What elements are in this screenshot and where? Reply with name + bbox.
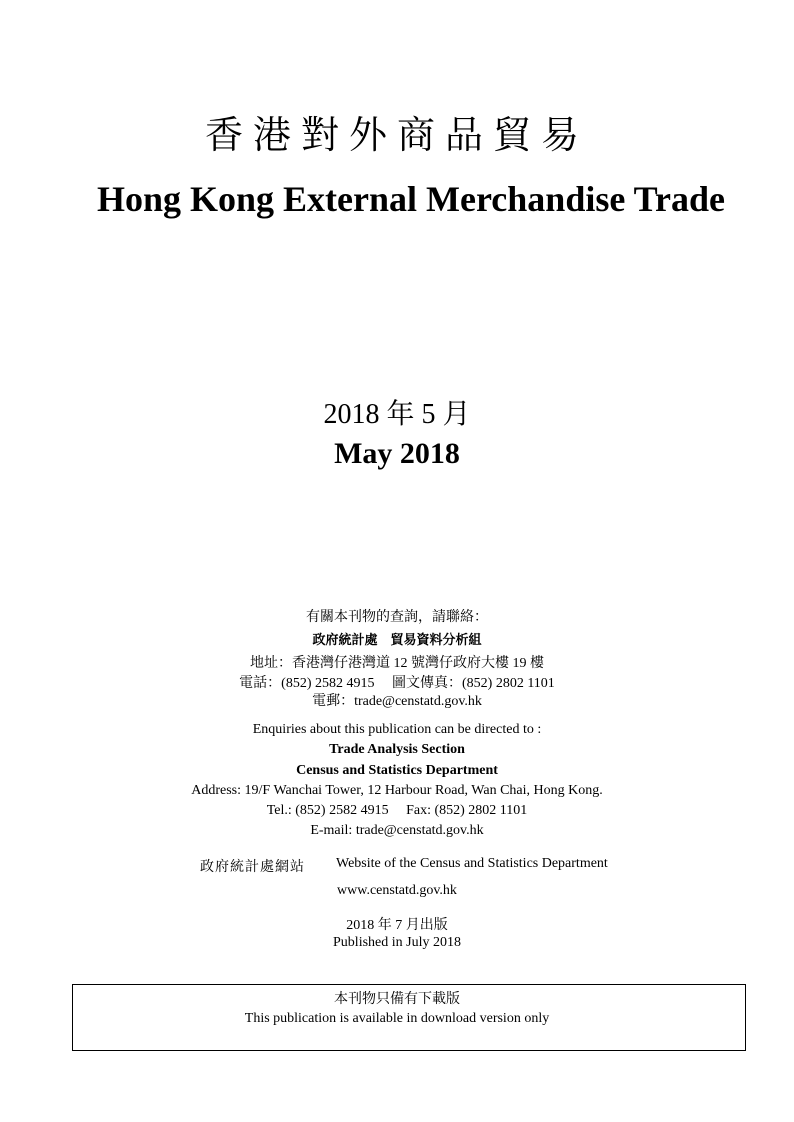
section-name-english: Trade Analysis Section [329,742,465,757]
phone-fax-chinese: 電話：(852) 2582 4915 圖文傳真：(852) 2802 1101 [239,676,555,691]
enquiry-intro-english: Enquiries about this publication can be directed to : [252,722,542,737]
address-chinese: 地址：香港灣仔港灣道 12 號灣仔政府大樓 19 樓 [250,656,544,671]
email-english: E-mail: trade@censtatd.gov.hk [310,823,484,838]
title-chinese: 香港對外商品貿易 [204,113,589,157]
published-date-chinese: 2018 年 7 月出版 [346,918,448,933]
download-notice-english: This publication is available in download version only [244,1011,550,1026]
phone-fax-english: Tel.: (852) 2582 4915 Fax: (852) 2802 1101 [266,803,528,818]
download-notice-chinese: 本刊物只備有下載版 [334,992,460,1007]
date-chinese: 2018 年 5 月 [323,399,471,430]
department-name-english: Census and Statistics Department [296,763,498,778]
published-date-english: Published in July 2018 [333,935,461,950]
date-english: May 2018 [334,437,460,470]
section-name-chinese: 政府統計處 貿易資料分析組 [312,633,482,648]
website-url[interactable]: www.censtatd.gov.hk [337,883,457,898]
title-english: Hong Kong External Merchandise Trade [96,179,725,219]
address-english: Address: 19/F Wanchai Tower, 12 Harbour Road, Wan Chai, Hong Kong. [191,783,603,798]
website-label-chinese: 政府統計處網站 [200,860,305,875]
email-chinese: 電郵：trade@censtatd.gov.hk [312,694,482,709]
enquiry-intro-chinese: 有關本刊物的查詢，請聯絡： [306,610,488,625]
website-label-english: Website of the Census and Statistics Department [336,856,608,871]
